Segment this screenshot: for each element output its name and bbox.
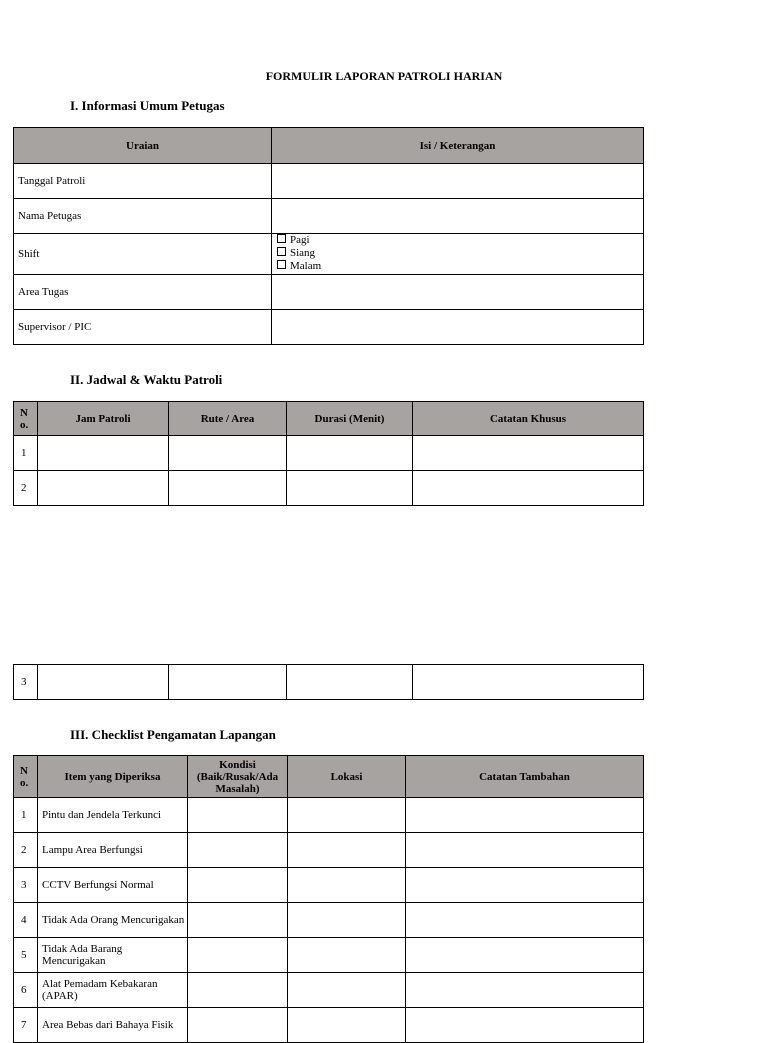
table-row [14, 275, 644, 310]
column-header-durasi: Durasi (Menit) [287, 402, 413, 436]
table-row [14, 665, 644, 700]
catatan-tambahan-cell[interactable] [406, 903, 644, 938]
check-item-label: Pintu dan Jendela Terkunci [38, 798, 188, 833]
kondisi-cell[interactable] [188, 903, 288, 938]
row-label-supervisor-pic: Supervisor / PIC [14, 310, 272, 345]
checkbox-icon[interactable] [277, 260, 286, 269]
lokasi-cell[interactable] [288, 868, 406, 903]
area-tugas-field[interactable] [272, 275, 644, 310]
row-number: 3 [14, 868, 38, 903]
table-row [14, 199, 644, 234]
check-item-label: Tidak Ada Orang Mencurigakan [38, 903, 188, 938]
jam-patroli-cell[interactable] [38, 436, 169, 471]
section-2-heading: II. Jadwal & Waktu Patroli [70, 372, 223, 387]
lokasi-cell[interactable] [288, 903, 406, 938]
row-number: 5 [14, 938, 38, 973]
shift-option-label: Pagi [290, 234, 310, 246]
column-header-isi-keterangan: Isi / Keterangan [272, 128, 644, 164]
catatan-khusus-cell[interactable] [413, 436, 644, 471]
check-item-label: Area Bebas dari Bahaya Fisik [38, 1008, 188, 1043]
kondisi-cell[interactable] [188, 868, 288, 903]
checklist-table [13, 755, 644, 1043]
table-row [14, 868, 644, 903]
catatan-khusus-cell[interactable] [413, 665, 644, 700]
row-number: 4 [14, 903, 38, 938]
jam-patroli-cell[interactable] [38, 471, 169, 506]
lokasi-cell[interactable] [288, 973, 406, 1008]
catatan-tambahan-cell[interactable] [406, 868, 644, 903]
shift-option-label: Malam [290, 260, 322, 272]
table-row [14, 833, 644, 868]
row-number: 2 [14, 833, 38, 868]
row-number: 3 [14, 665, 38, 700]
kondisi-cell[interactable] [188, 798, 288, 833]
catatan-tambahan-cell[interactable] [406, 1008, 644, 1043]
checkbox-icon[interactable] [277, 234, 286, 243]
nama-petugas-field[interactable] [272, 199, 644, 234]
table-row [14, 798, 644, 833]
column-header-catatan-khusus: Catatan Khusus [413, 402, 644, 436]
row-number: 7 [14, 1008, 38, 1043]
table-header-row [14, 128, 644, 164]
column-header-item: Item yang Diperiksa [38, 756, 188, 798]
durasi-cell[interactable] [287, 436, 413, 471]
row-label-shift: Shift [14, 234, 272, 275]
rute-area-cell[interactable] [169, 471, 287, 506]
shift-option-malam[interactable] [277, 260, 643, 273]
rute-area-cell[interactable] [169, 665, 287, 700]
catatan-tambahan-cell[interactable] [406, 798, 644, 833]
lokasi-cell[interactable] [288, 798, 406, 833]
check-item-label: CCTV Berfungsi Normal [38, 868, 188, 903]
catatan-tambahan-cell[interactable] [406, 833, 644, 868]
lokasi-cell[interactable] [288, 938, 406, 973]
section-3-heading: III. Checklist Pengamatan Lapangan [70, 727, 276, 742]
row-number: 2 [14, 471, 38, 506]
section-1-heading: I. Informasi Umum Petugas [70, 98, 225, 113]
column-header-lokasi: Lokasi [288, 756, 406, 798]
column-header-kondisi: Kondisi (Baik/Rusak/Ada Masalah) [188, 756, 288, 798]
jam-patroli-cell[interactable] [38, 665, 169, 700]
catatan-tambahan-cell[interactable] [406, 938, 644, 973]
check-item-label: Alat Pemadam Kebakaran (APAR) [38, 973, 188, 1008]
general-info-table [13, 127, 644, 345]
column-header-no: N o. [14, 402, 38, 436]
table-row [14, 938, 644, 973]
table-row [14, 164, 644, 199]
shift-option-pagi[interactable] [277, 234, 643, 247]
row-number: 1 [14, 436, 38, 471]
kondisi-cell[interactable] [188, 973, 288, 1008]
shift-option-siang[interactable] [277, 247, 643, 260]
lokasi-cell[interactable] [288, 833, 406, 868]
table-header-row [14, 402, 644, 436]
kondisi-cell[interactable] [188, 833, 288, 868]
table-row [14, 1008, 644, 1043]
catatan-khusus-cell[interactable] [413, 471, 644, 506]
durasi-cell[interactable] [287, 471, 413, 506]
shift-option-label: Siang [290, 247, 316, 259]
checkbox-icon[interactable] [277, 247, 286, 256]
kondisi-cell[interactable] [188, 938, 288, 973]
catatan-tambahan-cell[interactable] [406, 973, 644, 1008]
durasi-cell[interactable] [287, 665, 413, 700]
rute-area-cell[interactable] [169, 436, 287, 471]
table-row [14, 471, 644, 506]
table-row [14, 436, 644, 471]
table-row [14, 234, 644, 275]
row-label-tanggal-patroli: Tanggal Patroli [14, 164, 272, 199]
schedule-table-continued [13, 664, 644, 700]
row-number: 1 [14, 798, 38, 833]
shift-options [272, 234, 644, 275]
kondisi-cell[interactable] [188, 1008, 288, 1043]
tanggal-patroli-field[interactable] [272, 164, 644, 199]
row-number: 6 [14, 973, 38, 1008]
supervisor-pic-field[interactable] [272, 310, 644, 345]
table-row [14, 973, 644, 1008]
check-item-label: Tidak Ada Barang Mencurigakan [38, 938, 188, 973]
column-header-jam-patroli: Jam Patroli [38, 402, 169, 436]
row-label-nama-petugas: Nama Petugas [14, 199, 272, 234]
column-header-rute-area: Rute / Area [169, 402, 287, 436]
row-label-area-tugas: Area Tugas [14, 275, 272, 310]
column-header-uraian: Uraian [14, 128, 272, 164]
table-row [14, 310, 644, 345]
column-header-catatan-tambahan: Catatan Tambahan [406, 756, 644, 798]
column-header-no: N o. [14, 756, 38, 798]
table-header-row [14, 756, 644, 798]
schedule-table [13, 401, 644, 506]
document-title: FORMULIR LAPORAN PATROLI HARIAN [265, 69, 503, 83]
check-item-label: Lampu Area Berfungsi [38, 833, 188, 868]
table-row [14, 903, 644, 938]
lokasi-cell[interactable] [288, 1008, 406, 1043]
